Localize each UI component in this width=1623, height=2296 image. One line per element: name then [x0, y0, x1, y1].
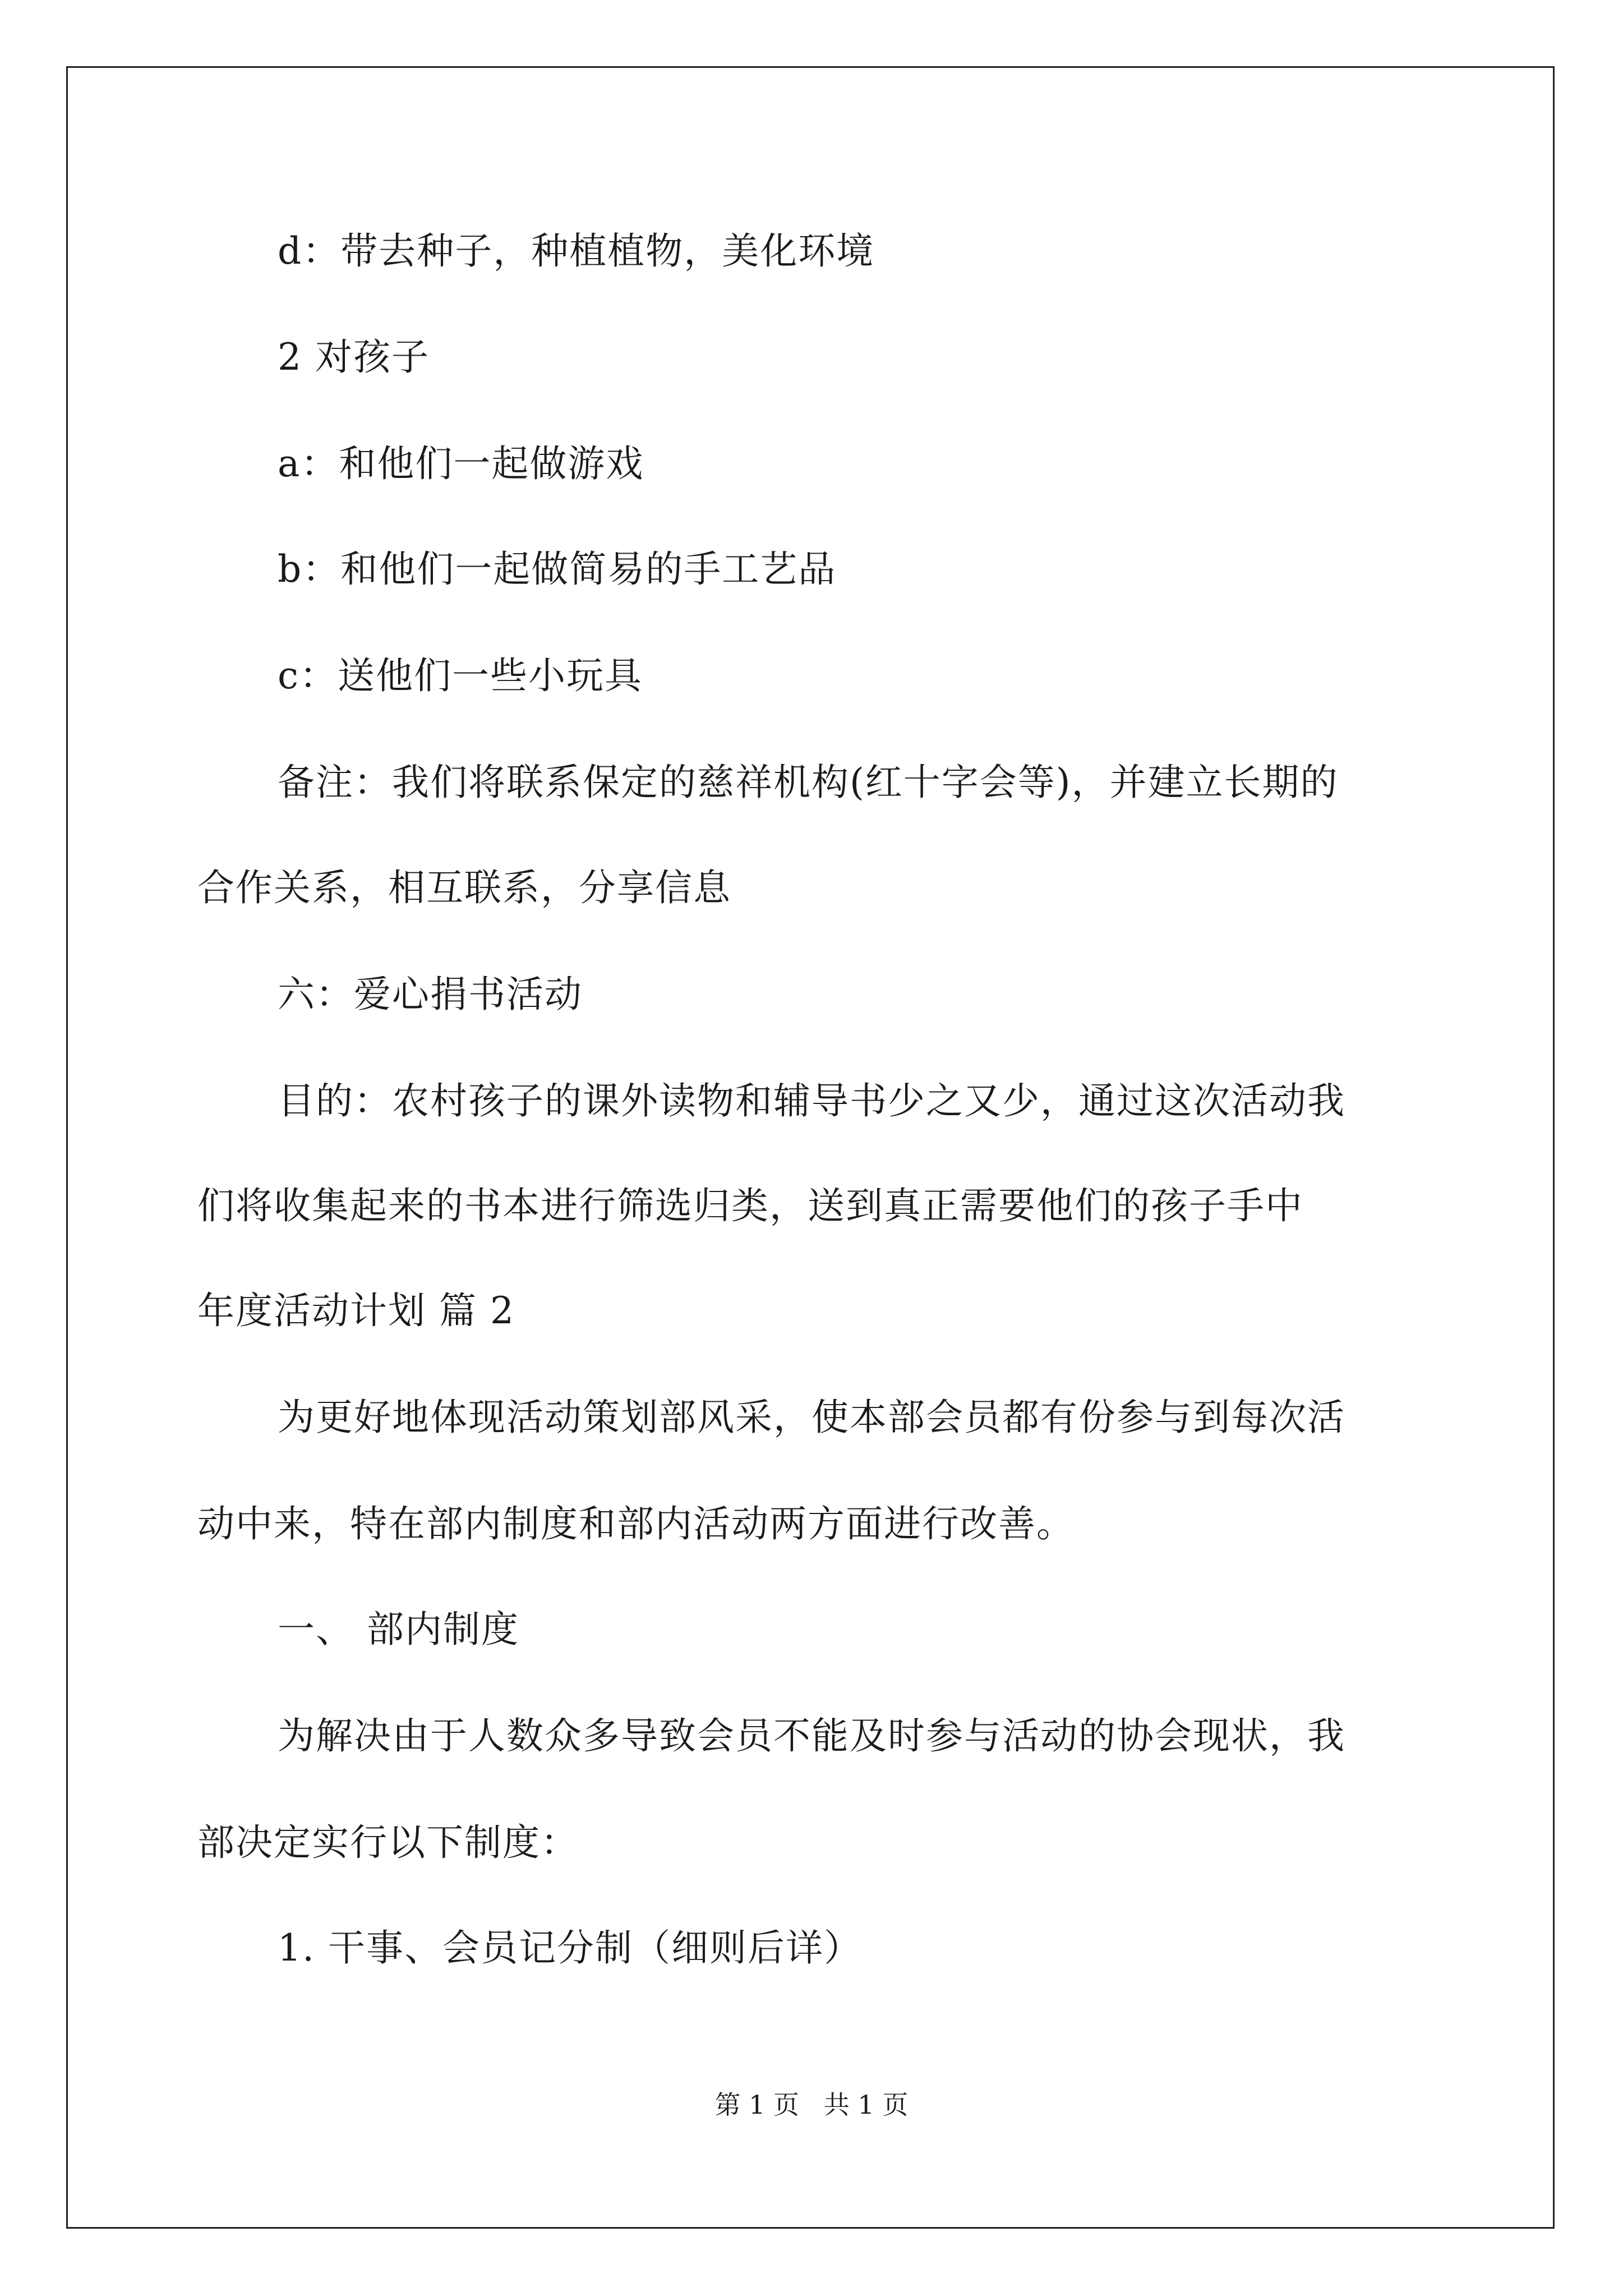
document-heading: 年度活动计划 篇 2	[197, 1289, 515, 1332]
paragraph-line: 目的：农村孩子的课外读物和辅导书少之又少，通过这次活动我	[278, 1079, 1345, 1122]
paragraph-line: d：带去种子，种植植物，美化环境	[278, 229, 875, 273]
paragraph-line: 部决定实行以下制度：	[197, 1821, 579, 1864]
paragraph-line: 为解决由于人数众多导致会员不能及时参与活动的协会现状，我	[278, 1714, 1345, 1757]
paragraph-line: 合作关系，相互联系，分享信息	[197, 866, 731, 909]
paragraph-line: 动中来，特在部内制度和部内活动两方面进行改善。	[197, 1502, 1075, 1545]
paragraph-line: c：送他们一些小玩具	[278, 654, 643, 697]
paragraph-line: b：和他们一起做简易的手工艺品	[278, 547, 837, 591]
section-heading: 一、 部内制度	[278, 1608, 519, 1651]
list-item: 1. 干事、会员记分制（细则后详）	[278, 1926, 862, 1970]
paragraph-line: 们将收集起来的书本进行筛选归类，送到真正需要他们的孩子手中	[197, 1184, 1303, 1227]
paragraph-line: 2 对孩子	[278, 335, 430, 379]
paragraph-line: a：和他们一起做游戏	[278, 442, 644, 485]
paragraph-line: 备注：我们将联系保定的慈祥机构(红十字会等)，并建立长期的	[278, 761, 1339, 804]
section-heading: 六：爱心捐书活动	[278, 973, 583, 1016]
paragraph-line: 为更好地体现活动策划部风采，使本部会员都有份参与到每次活	[278, 1396, 1345, 1439]
page-number: 第 1 页 共 1 页	[714, 2090, 909, 2120]
page-border	[66, 66, 1555, 2229]
